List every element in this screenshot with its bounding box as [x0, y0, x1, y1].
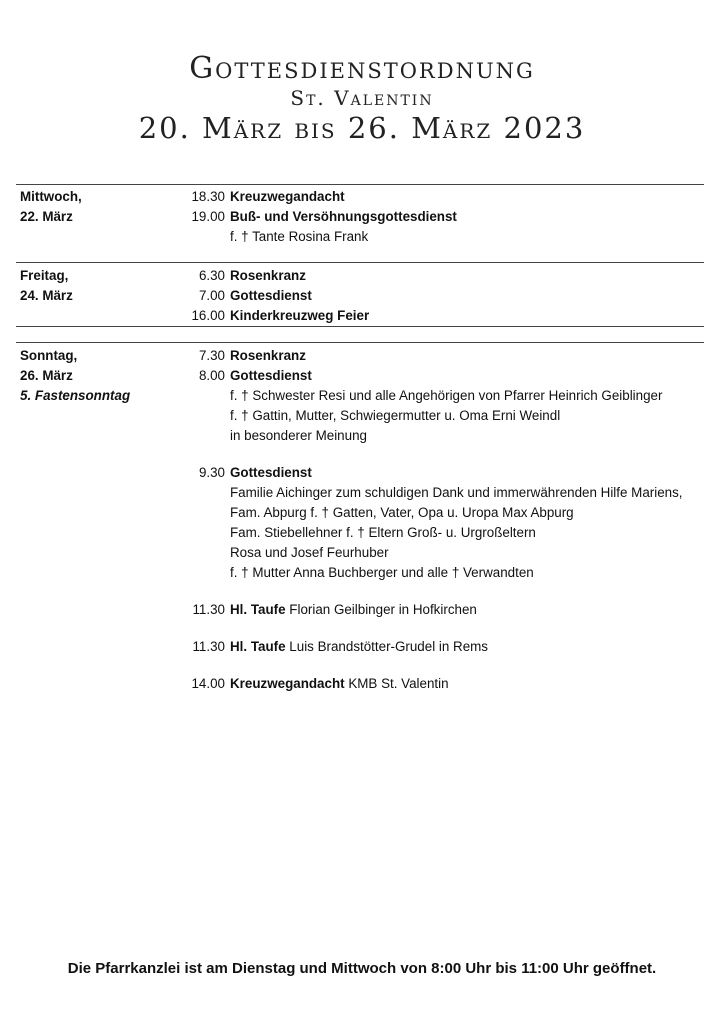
entry-title: Buß- und Versöhnungsgottesdienst [230, 209, 457, 224]
entry-time: 14.00 [191, 676, 225, 691]
entry-time: 7.00 [198, 288, 225, 303]
entry-time: 7.30 [198, 348, 225, 363]
divider [16, 184, 704, 185]
entry-detail: KMB St. Valentin [348, 676, 449, 691]
entry-time: 16.00 [191, 308, 225, 323]
entry-time: 11.30 [192, 639, 225, 654]
entry-title: Gottesdienst [230, 465, 312, 480]
entry-time: 8.00 [198, 368, 225, 383]
parish-name: St. Valentin [290, 86, 434, 110]
intention-line: f. † Tante Rosina Frank [230, 229, 369, 244]
entry-title: Hl. Taufe [230, 639, 286, 654]
entry-content [230, 187, 710, 207]
entry-heading [230, 286, 710, 306]
divider [16, 326, 704, 327]
entry-list [20, 266, 710, 326]
entry-title: Hl. Taufe [230, 602, 286, 617]
entry-title: Kinderkreuzweg Feier [230, 308, 370, 323]
schedule-entry [20, 286, 710, 306]
entry-content [230, 266, 710, 286]
entry-detail: Florian Geilbinger in Hofkirchen [289, 602, 477, 617]
divider [16, 262, 704, 263]
schedule-entry [20, 207, 710, 247]
entry-title: Gottesdienst [230, 288, 312, 303]
day-date: 26. März [20, 368, 73, 383]
schedule-entry [20, 463, 710, 583]
entry-time: 9.30 [198, 465, 225, 480]
entry-heading [230, 187, 710, 207]
schedule-entry [20, 306, 710, 326]
entry-title: Gottesdienst [230, 368, 312, 383]
weekday: Sonntag, [20, 348, 78, 363]
entry-list [20, 187, 710, 247]
entry-content [230, 306, 710, 326]
entry-list [20, 346, 710, 694]
entry-title: Rosenkranz [230, 348, 306, 363]
schedule-entry [20, 674, 710, 694]
entry-time: 11.30 [192, 602, 225, 617]
entry-heading [230, 600, 710, 620]
page-title: Gottesdienstordnung [189, 51, 535, 86]
entry-title: Rosenkranz [230, 268, 306, 283]
entry-heading [230, 306, 710, 326]
entry-content [230, 286, 710, 306]
divider [16, 342, 704, 343]
schedule-entry [20, 187, 710, 207]
entry-content [230, 346, 710, 366]
schedule-entry [20, 266, 710, 286]
weekday: Freitag, [20, 268, 69, 283]
liturgical-day: 5. Fastensonntag [20, 388, 131, 403]
intention-line: in besonderer Meinung [230, 428, 367, 443]
entry-time: 18.30 [191, 189, 225, 204]
entry-heading [230, 346, 710, 366]
entry-detail: Luis Brandstötter-Grudel in Rems [289, 639, 489, 654]
entry-content [230, 366, 710, 446]
intention-line: f. † Schwester Resi und alle Angehörigen von Pfarrer Heinrich Geiblinger [230, 388, 663, 403]
entry-content [230, 674, 710, 694]
entry-time: 6.30 [198, 268, 225, 283]
intention-line: Familie Aichinger zum schuldigen Dank und immerwährenden Hilfe Mariens, [230, 485, 683, 500]
entry-content [230, 637, 710, 657]
entry-heading [230, 637, 710, 657]
page-header [0, 52, 724, 146]
entry-heading [230, 463, 710, 483]
intention-line: Fam. Abpurg f. † Gatten, Vater, Opa u. Uropa Max Abpurg [230, 505, 574, 520]
day-date: 24. März [20, 288, 73, 303]
intention-line: f. † Mutter Anna Buchberger und alle † Verwandten [230, 565, 534, 580]
intention-line: Rosa und Josef Feurhuber [230, 545, 389, 560]
intention-line: Fam. Stiebellehner f. † Eltern Groß- u. Urgroßeltern [230, 525, 536, 540]
entry-heading [230, 207, 710, 227]
office-hours-notice: Die Pfarrkanzlei ist am Dienstag und Mittwoch von 8:00 Uhr bis 11:00 Uhr geöffnet. [67, 960, 657, 977]
schedule-entry [20, 600, 710, 620]
entry-title: Kreuzwegandacht [230, 189, 345, 204]
entry-heading [230, 366, 710, 386]
entry-content [230, 463, 710, 583]
entry-content [230, 600, 710, 620]
schedule-entry [20, 637, 710, 657]
date-range: 20. März bis 26. März 2023 [138, 111, 586, 145]
intention-line: f. † Gattin, Mutter, Schwiegermutter u. Oma Erni Weindl [230, 408, 561, 423]
weekday: Mittwoch, [20, 189, 82, 204]
schedule-entry [20, 346, 710, 366]
entry-time: 19.00 [191, 209, 225, 224]
entry-content [230, 207, 710, 247]
schedule-entry [20, 366, 710, 446]
entry-title: Kreuzwegandacht [230, 676, 345, 691]
entry-heading [230, 266, 710, 286]
day-date: 22. März [20, 209, 73, 224]
entry-heading [230, 674, 710, 694]
